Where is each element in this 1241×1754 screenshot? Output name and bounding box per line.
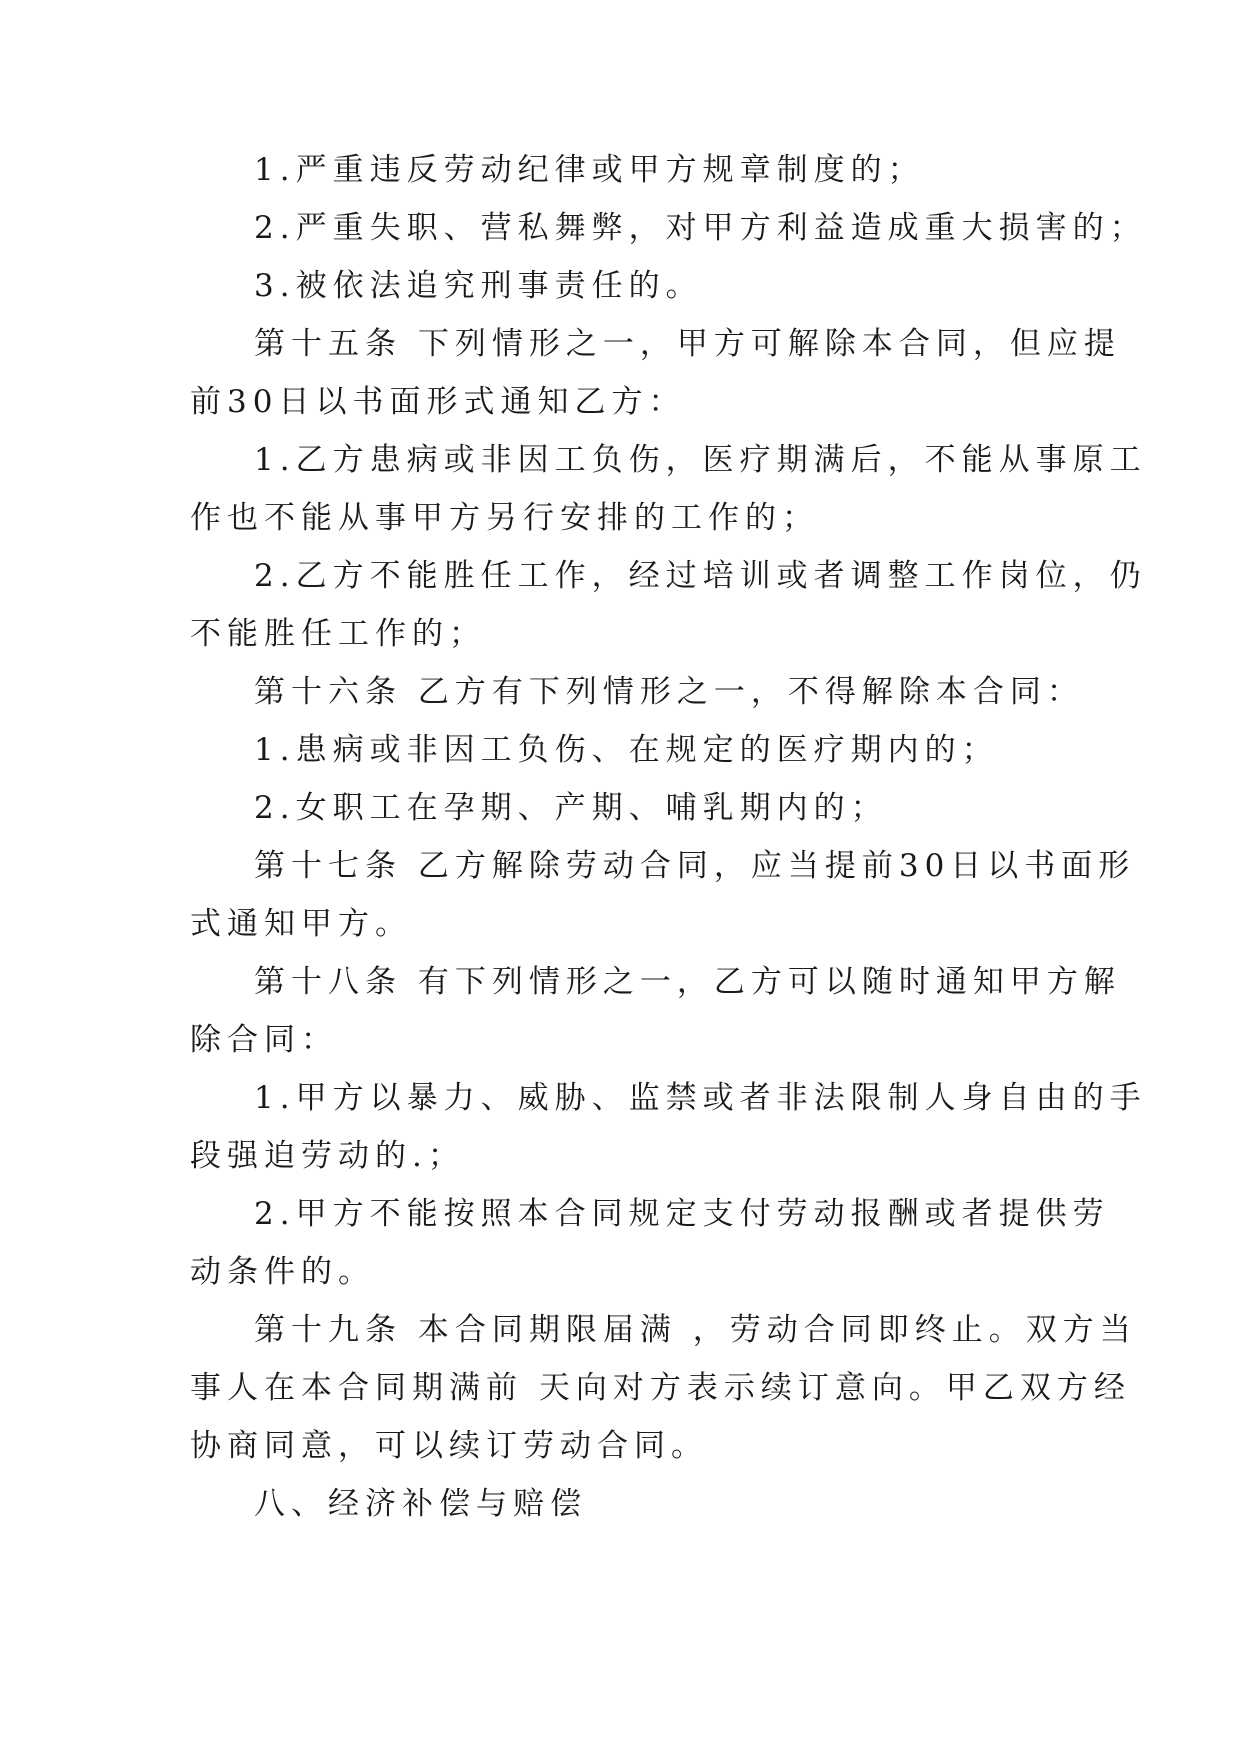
article-line: 第十五条 下列情形之一，甲方可解除本合同，但应提 [254,326,1121,362]
text-line: 2.女职工在孕期、产期、哺乳期内的； [254,790,888,826]
text-line: 2.甲方不能按照本合同规定支付劳动报酬或者提供劳 [254,1196,1110,1232]
text-line: 1.患病或非因工负伤、在规定的医疗期内的； [254,732,999,768]
text-line: 事人在本合同期满前 天向对方表示续订意向。甲乙双方经 [190,1370,1131,1406]
article-line: 第十八条 有下列情形之一，乙方可以随时通知甲方解 [254,964,1121,1000]
text-line: 1.甲方以暴力、威胁、监禁或者非法限制人身自由的手 [254,1080,1147,1116]
text-line: 1.严重违反劳动纪律或甲方规章制度的； [254,152,925,188]
article-line: 第十七条 乙方解除劳动合同，应当提前30日以书面形 [254,848,1136,884]
text-line: 段强迫劳动的.； [190,1138,465,1174]
article-line: 第十六条 乙方有下列情形之一，不得解除本合同： [254,674,1084,710]
text-line: 除合同： [190,1022,338,1058]
text-line: 前30日以书面形式通知乙方： [190,384,686,420]
text-line: 不能胜任工作的； [190,616,486,652]
text-line: 作也不能从事甲方另行安排的工作的； [190,500,819,536]
text-line: 2.乙方不能胜任工作，经过培训或者调整工作岗位，仍 [254,558,1147,594]
text-line: 3.被依法追究刑事责任的。 [254,268,703,304]
text-line: 2.严重失职、营私舞弊，对甲方利益造成重大损害的； [254,210,1147,246]
text-line: 1.乙方患病或非因工负伤，医疗期满后，不能从事原工 [254,442,1147,478]
article-line: 第十九条 本合同期限届满 ，劳动合同即终止。双方当 [254,1312,1137,1348]
text-line: 动条件的。 [190,1254,375,1290]
text-line: 协商同意，可以续订劳动合同。 [190,1428,708,1464]
text-line: 式通知甲方。 [190,906,412,942]
section-heading: 八、经济补偿与赔偿 [254,1486,587,1522]
